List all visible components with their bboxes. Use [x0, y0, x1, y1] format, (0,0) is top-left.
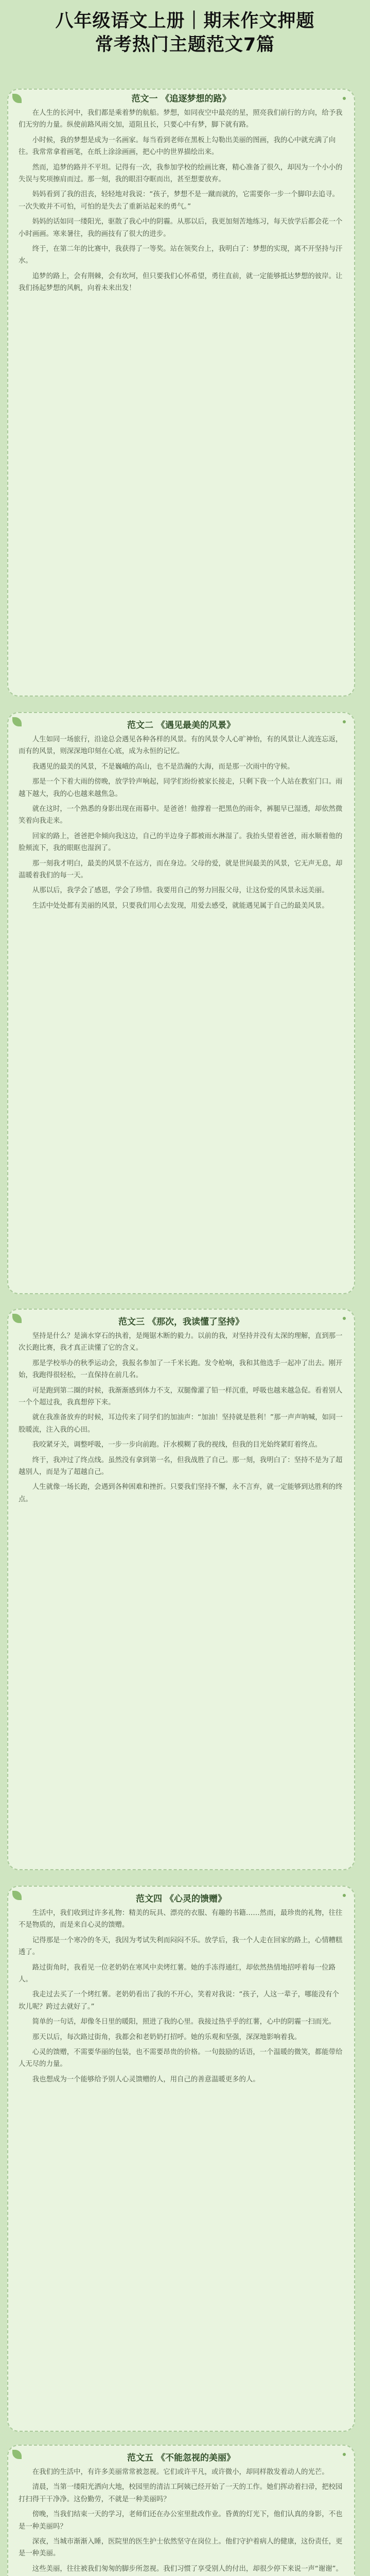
essay-paragraph: 我遇见的最美的风景，不是巍峨的高山，也不是浩瀚的大海，而是那一次雨中的守候。	[32, 762, 294, 771]
essay-heading: 范文二 《遇见最美的风景》	[127, 720, 235, 731]
page-title: 八年级语文上册｜期末作文押题	[55, 11, 315, 31]
essay-body	[7, 2466, 355, 2576]
essay-paragraph: 那天以后，每次路过街角，我都会和老奶奶打招呼。她的乐观和坚强，深深地影响着我。	[32, 2033, 302, 2041]
essay-paragraph: 我也想成为一个能够给予别人心灵馈赠的人，用自己的善意温暖更多的人。	[32, 2075, 260, 2083]
essay-paragraph: 在人生的长河中，我们都是乘着梦的航船。梦想，如同夜空中最亮的星，照亮我们前行的方向，给予我们无穷的力量。纵使前路风雨交加，道阻且长，只要心中有梦，脚下就有路。	[19, 109, 343, 129]
essay-paragraph: 那是学校举办的秋季运动会，我报名参加了一千米长跑。发令枪响，我和其他选手一起冲了出去。刚开始，我跑得很轻松，一直保持在前几名。	[19, 1359, 343, 1380]
essay-paragraph: 路过街角时，我看见一位老奶奶在寒风中卖烤红薯。她的手冻得通红，却依然热情地招呼着每一位路人。	[19, 1963, 336, 1984]
essay-paragraph: 就在这时，一个熟悉的身影出现在雨幕中。是爸爸！他撑着一把黑色的雨伞，裤腿早已湿透，却依然微笑着向我走来。	[19, 805, 343, 825]
essay-paragraph: 就在我准备放弃的时候，耳边传来了同学们的加油声：“加油！坚持就是胜利！”那一声声呐喊，如同一股暖流，注入我的心田。	[19, 1414, 343, 1434]
essay-paragraph: 记得那是一个寒冷的冬天，我因为考试失利而闷闷不乐。放学后，我一个人走在回家的路上，心情糟糕透了。	[19, 1936, 343, 1957]
essay-paragraph: 那一刻我才明白，最美的风景不在远方，而在身边。父母的爱，就是世间最美的风景，它无声无息，却温暖着我们的每一天。	[19, 859, 343, 880]
essay-paragraph: 人生如同一场旅行，沿途总会遇见各种各样的风景。有的风景令人心旷神怡，有的风景让人流连忘返，而有的风景，则深深地印刻在心底，成为永恒的记忆。	[19, 736, 343, 756]
essay-paragraph: 傍晚，当我们结束一天的学习，老师们还在办公室里批改作业。昏黄的灯光下，他们认真的身影，不也是一种美丽吗？	[19, 2511, 343, 2531]
title-block	[0, 0, 370, 57]
essay-paragraph: 生活中处处都有美丽的风景，只要我们用心去发现，用爱去感受，就能遇见属于自己的最美风景。	[32, 902, 329, 910]
essay-paragraph: 妈妈的话如同一缕阳光，驱散了我心中的阴霾。从那以后，我更加刻苦地练习，每天放学后都会花一个小时画画。寒来暑往，我的画技有了很大的进步。	[19, 218, 343, 238]
essay-2	[7, 712, 355, 1294]
essay-1	[7, 89, 355, 697]
essay-paragraph: 可是跑到第二圈的时候，我渐渐感到体力不支，双腿像灌了铅一样沉重，呼吸也越来越急促。看着别人一个个超过我，我真想停下来。	[19, 1386, 343, 1407]
essay-body	[7, 1907, 355, 2086]
essay-paragraph: 从那以后，我学会了感恩，学会了珍惜。我要用自己的努力回报父母，让这份爱的风景永远美丽。	[32, 887, 329, 895]
essay-paragraph: 然而，追梦的路并不平坦。记得有一次，我参加学校的绘画比赛，精心准备了很久，却因为一个小小的失误与奖项擦肩而过。那一刻，我的眼泪夺眶而出，甚至想要放弃。	[19, 163, 343, 184]
essay-4	[7, 1886, 355, 2432]
essay-paragraph: 心灵的馈赠，不需要华丽的包装，也不需要昂贵的价格。一句鼓励的话语，一个温暖的微笑，都能带给人无尽的力量。	[19, 2048, 343, 2069]
essay-heading: 范文三 《那次，我读懂了坚持》	[118, 1317, 244, 1327]
essay-paragraph: 追梦的路上，会有荆棘，会有坎坷，但只要我们心怀希望，勇往直前，就一定能够抵达梦想的彼岸。让我们扬起梦想的风帆，向着未来出发！	[19, 272, 343, 293]
essay-paragraph: 在我们的生活中，有许多美丽常常被忽视。它们或许平凡，或许微小，却同样散发着动人的光芒。	[32, 2468, 329, 2476]
essay-paragraph: 这些美丽，往往被我们匆匆的脚步所忽视。我们习惯了享受别人的付出，却很少停下来说一声“谢谢”。	[32, 2565, 343, 2573]
essay-paragraph: 小时候，我的梦想是成为一名画家。每当看到老师在黑板上勾勒出美丽的图画，我的心中就充满了向往。我常常拿着画笔，在纸上涂涂画画，把心中的世界描绘出来。	[19, 136, 336, 157]
essay-paragraph: 人生就像一场长跑，会遇到各种困难和挫折。只要我们坚持不懈，永不言弃，就一定能够到达胜利的终点。	[19, 1483, 343, 1503]
essay-paragraph: 简单的一句话，却像冬日里的暖阳，照进了我的心里。我接过热乎乎的红薯，心中的阴霾一扫而光。	[32, 2018, 336, 2026]
essay-paragraph: 生活中，我们收到过许多礼物：精美的玩具、漂亮的衣服、有趣的书籍……然而，最珍贵的礼物，往往不是物质的，而是来自心灵的馈赠。	[19, 1909, 343, 1929]
essay-paragraph: 我走过去买了一个烤红薯。老奶奶看出了我的不开心，笑着对我说：“孩子，人这一辈子，哪能没有个坎儿呢？跨过去就好了。”	[19, 1991, 339, 2011]
essay-body	[7, 734, 355, 912]
essay-paragraph: 我咬紧牙关，调整呼吸，一步一步向前跑。汗水模糊了我的视线，但我的目光始终紧盯着终点。	[32, 1441, 322, 1449]
essay-paragraph: 清晨，当第一缕阳光洒向大地，校园里的清洁工阿姨已经开始了一天的工作。她们挥动着扫帚，把校园打扫得干干净净。这份勤劳，不就是一种美丽吗？	[19, 2483, 343, 2503]
essay-heading: 范文五 《不能忽视的美丽》	[127, 2453, 235, 2463]
essay-paragraph: 深夜，当城市渐渐入睡，医院里的医生护士依然坚守在岗位上。他们守护着病人的健康，这份责任，更是一种美丽。	[19, 2538, 343, 2558]
essay-body	[7, 107, 355, 295]
essay-paragraph: 坚持是什么？是滴水穿石的执着，是绳锯木断的毅力。以前的我，对坚持并没有太深的理解，直到那一次长跑比赛，我才真正读懂了它的含义。	[19, 1332, 343, 1352]
essay-paragraph: 那是一个下着大雨的傍晚，放学铃声响起，同学们纷纷被家长接走，只剩下我一个人站在教室门口。雨越下越大，我的心也越来越焦急。	[19, 778, 343, 798]
essay-5	[7, 2445, 355, 2576]
essay-3	[7, 1309, 355, 1870]
page-subtitle: 常考热门主题范文7篇	[95, 35, 275, 55]
essay-body	[7, 1330, 355, 1505]
essay-heading: 范文四 《心灵的馈赠》	[136, 1894, 226, 1904]
essay-heading: 范文一 《追逐梦想的路》	[131, 94, 231, 104]
essay-paragraph: 终于，我冲过了终点线。虽然没有拿到第一名，但我战胜了自己。那一刻，我明白了：坚持不是为了超越别人，而是为了超越自己。	[19, 1456, 343, 1477]
essay-paragraph: 回家的路上，爸爸把伞倾向我这边，自己的半边身子都被雨水淋湿了。我抬头望着爸爸，雨水顺着他的脸颊流下，我的眼眶也湿润了。	[19, 832, 343, 853]
essay-paragraph: 终于，在第二年的比赛中，我获得了一等奖。站在领奖台上，我明白了：梦想的实现，离不开坚持与汗水。	[19, 245, 343, 265]
essay-paragraph: 妈妈看到了我的沮丧，轻轻地对我说：“孩子，梦想不是一蹴而就的，它需要你一步一个脚印去追寻。一次失败并不可怕，可怕的是失去了重新站起来的勇气。”	[19, 191, 339, 211]
